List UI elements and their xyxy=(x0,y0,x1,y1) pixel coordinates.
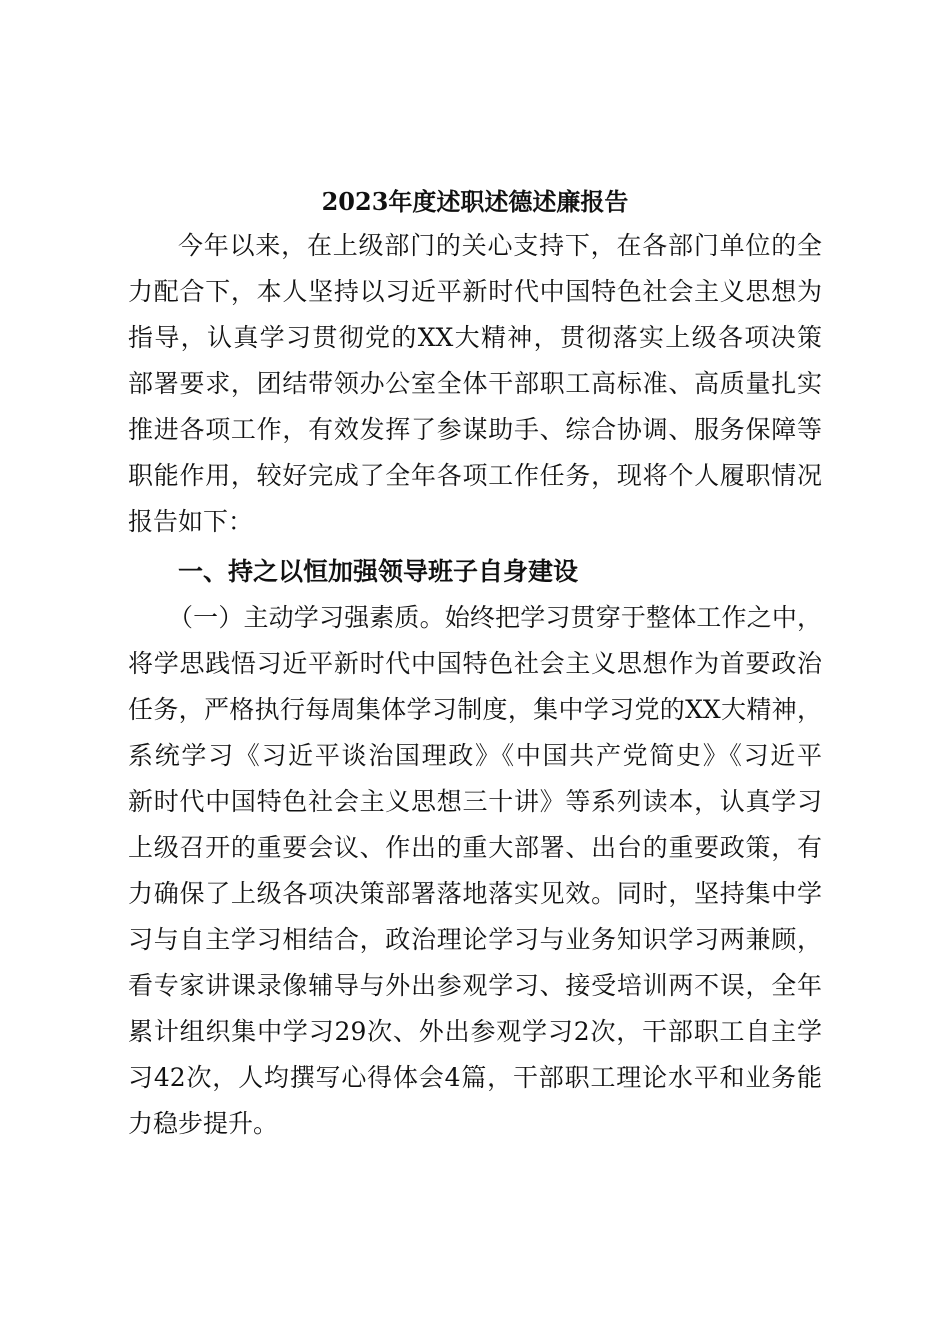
paragraph-line: 新时代中国特色社会主义思想三十讲》等系列读本，认真学习 xyxy=(128,787,822,816)
document-title: 2023年度述职述德述廉报告 xyxy=(321,187,629,216)
paragraph-line: 将学思践悟习近平新时代中国特色社会主义思想作为首要政治 xyxy=(128,649,822,678)
paragraph-line: 力稳步提升。 xyxy=(128,1109,279,1138)
paragraph-line: 今年以来，在上级部门的关心支持下，在各部门单位的全 xyxy=(178,231,822,260)
paragraph-line: 任务，严格执行每周集体学习制度，集中学习党的XX大精神， xyxy=(128,695,822,724)
paragraph-line: 报告如下： xyxy=(128,507,254,536)
paragraph-line: 力确保了上级各项决策部署落地落实见效。同时，坚持集中学 xyxy=(128,879,822,908)
intro-paragraph xyxy=(128,223,822,545)
paragraph-line: 系统学习《习近平谈治国理政》《中国共产党简史》《习近平 xyxy=(128,741,822,770)
paragraph-line: 看专家讲课录像辅导与外出参观学习、接受培训两不误，全年 xyxy=(128,971,822,1000)
paragraph-line: 部署要求，团结带领办公室全体干部职工高标准、高质量扎实 xyxy=(128,369,822,398)
paragraph-line: 职能作用，较好完成了全年各项工作任务，现将个人履职情况 xyxy=(128,461,822,490)
paragraph-line: 上级召开的重要会议、作出的重大部署、出台的重要政策，有 xyxy=(128,833,822,862)
paragraph-line: 累计组织集中学习29次、外出参观学习2次，干部职工自主学 xyxy=(128,1017,822,1046)
paragraph-line: （一）主动学习强素质。始终把学习贯穿于整体工作之中， xyxy=(168,603,822,632)
paragraph-line: 指导，认真学习贯彻党的XX大精神，贯彻落实上级各项决策 xyxy=(128,323,822,352)
section1-paragraph xyxy=(128,595,822,1147)
section-heading: 一、持之以恒加强领导班子自身建设 xyxy=(178,557,579,586)
paragraph-line: 推进各项工作，有效发挥了参谋助手、综合协调、服务保障等 xyxy=(128,415,822,444)
paragraph-line: 力配合下，本人坚持以习近平新时代中国特色社会主义思想为 xyxy=(128,277,822,306)
paragraph-line: 习42次，人均撰写心得体会4篇，干部职工理论水平和业务能 xyxy=(128,1063,822,1092)
paragraph-line: 习与自主学习相结合，政治理论学习与业务知识学习两兼顾， xyxy=(128,925,822,954)
